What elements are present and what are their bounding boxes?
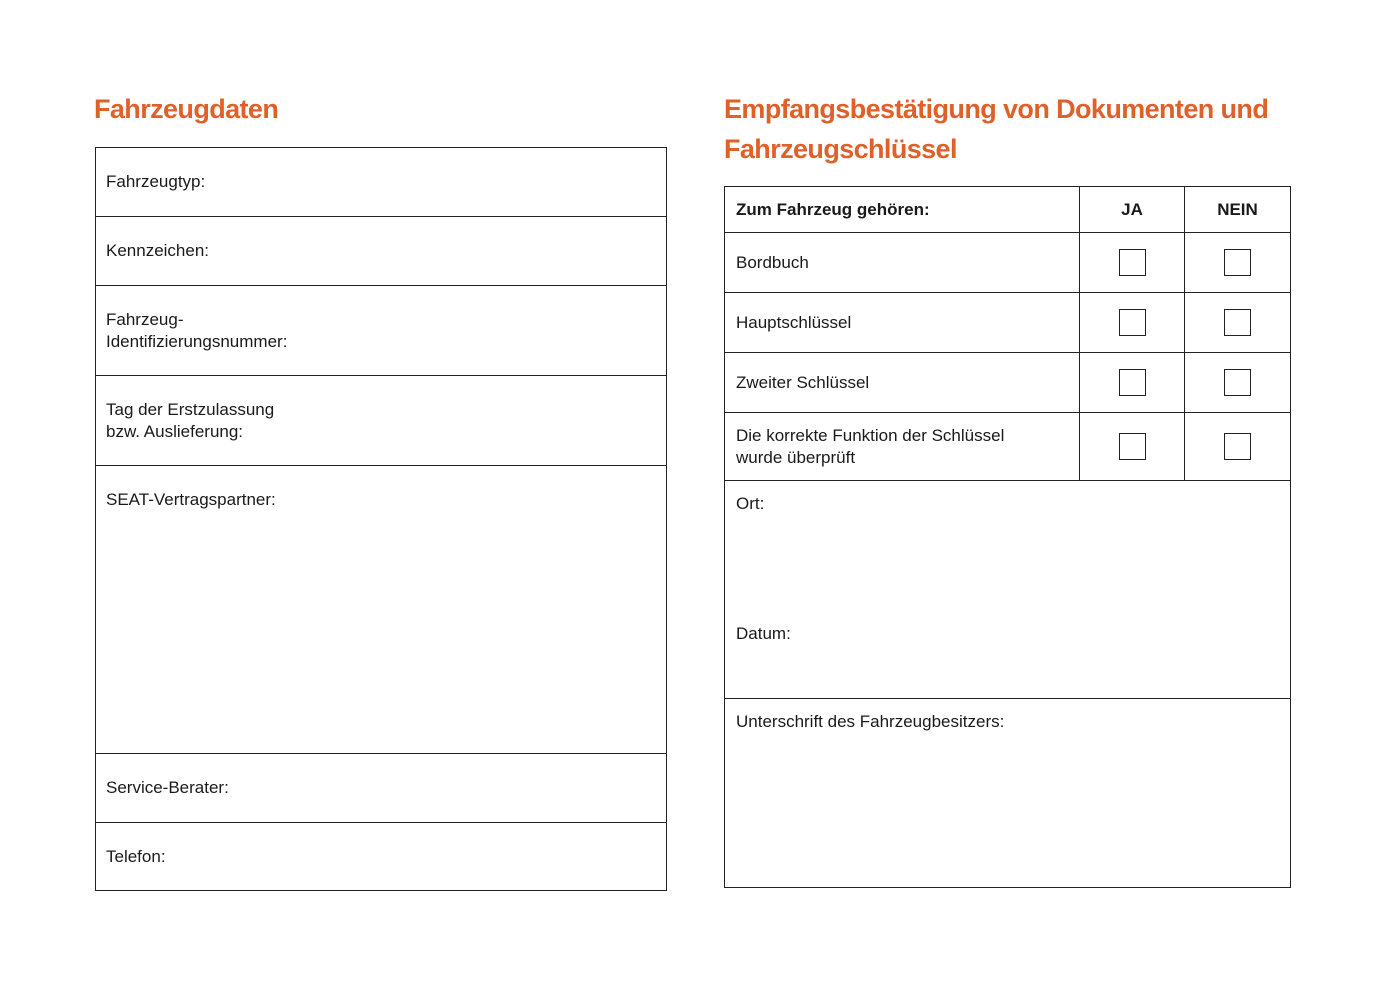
- dealer-label: SEAT-Vertragspartner:: [106, 490, 276, 509]
- phone-field[interactable]: [96, 822, 666, 890]
- place-date-field[interactable]: [725, 480, 1290, 698]
- registration-date-field[interactable]: [96, 375, 666, 465]
- place-label: Ort:: [736, 494, 765, 513]
- checkbox-bordbuch-ja[interactable]: [1119, 249, 1146, 276]
- date-label: Datum:: [736, 624, 791, 643]
- table-row: [725, 352, 1290, 412]
- checkbox-bordbuch-nein[interactable]: [1224, 249, 1251, 276]
- service-advisor-field[interactable]: [96, 753, 666, 822]
- item-label-hauptschluessel: Hauptschlüssel: [725, 293, 1080, 352]
- vehicle-data-table: [95, 147, 667, 891]
- registration-date-label: Tag der Erstzulassung bzw. Auslieferung:: [106, 399, 275, 441]
- column-header-item: Zum Fahrzeug gehören:: [725, 187, 1080, 232]
- column-header-nein: NEIN: [1217, 199, 1258, 219]
- column-header-ja: JA: [1080, 187, 1185, 232]
- checkbox-zweiter-schluessel-nein[interactable]: [1224, 369, 1251, 396]
- table-row: [725, 232, 1290, 292]
- checkbox-key-function-nein[interactable]: [1224, 433, 1251, 460]
- license-plate-label: Kennzeichen:: [106, 241, 210, 260]
- receipt-table-header: [725, 187, 1290, 232]
- checkbox-key-function-ja[interactable]: [1119, 433, 1146, 460]
- item-label-zweiter-schluessel: Zweiter Schlüssel: [725, 353, 1080, 412]
- vehicle-data-heading: Fahrzeugdaten: [94, 94, 279, 124]
- license-plate-field[interactable]: [96, 216, 666, 285]
- signature-field[interactable]: [725, 698, 1290, 887]
- checkbox-hauptschluessel-ja[interactable]: [1119, 309, 1146, 336]
- checkbox-zweiter-schluessel-ja[interactable]: [1119, 369, 1146, 396]
- phone-label: Telefon:: [106, 846, 166, 866]
- vehicle-type-label: Fahrzeugtyp:: [106, 172, 206, 191]
- item-label-bordbuch: Bordbuch: [725, 233, 1080, 292]
- receipt-table: [724, 186, 1291, 888]
- table-row: [725, 412, 1290, 480]
- vehicle-type-field[interactable]: [96, 148, 666, 216]
- vin-label: Fahrzeug- Identifizierungsnummer:: [106, 309, 288, 351]
- signature-label: Unterschrift des Fahrzeugbesitzers:: [736, 712, 1005, 731]
- dealer-field[interactable]: [96, 465, 666, 753]
- table-row: [725, 292, 1290, 352]
- service-advisor-label: Service-Berater:: [106, 778, 229, 797]
- receipt-heading: Empfangsbestätigung von Dokumenten und Fahrzeugschlüssel: [724, 94, 1269, 164]
- item-label-key-function: Die korrekte Funktion der Schlüssel wurde überprüft: [725, 413, 1080, 480]
- vin-field[interactable]: [96, 285, 666, 375]
- checkbox-hauptschluessel-nein[interactable]: [1224, 309, 1251, 336]
